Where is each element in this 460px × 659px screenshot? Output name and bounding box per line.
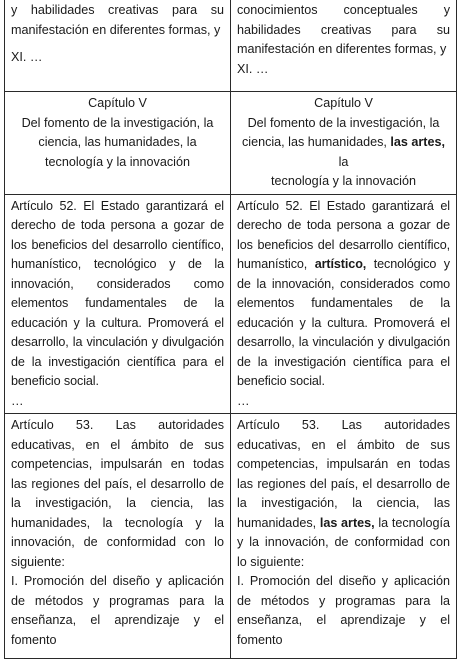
table-row (5, 0, 457, 92)
article-53-item-1: I. Promoción del diseño y aplicación de métodos y programas para la enseñanza, el aprendizaje y el fomento (11, 574, 224, 647)
article-53-item-1: I. Promoción del diseño y aplicación de métodos y programas para la enseñanza, el aprendizaje y el fomento (237, 574, 450, 647)
left-article-53 (5, 414, 231, 659)
right-cell-fragment (231, 0, 457, 92)
left-article-52 (5, 194, 231, 414)
right-article-53 (231, 414, 457, 659)
article-text: tecnológico y de la innovación, considerados como elementos fundamentales de la educación y la cultura. Promoverá el desarrollo, la vinculación y divulgación de la investigación científica para el beneficio social. (237, 257, 450, 388)
chapter-title-line-3: tecnología y la innovación (271, 174, 416, 188)
added-text: artístico, (314, 257, 367, 271)
article-53-text (237, 416, 450, 572)
table-row (5, 92, 457, 195)
chapter-title-line-1: Del fomento de la investigación, la (21, 115, 214, 130)
right-fragment-line-2: habilidades creativas para su (237, 22, 450, 37)
article-text: la tecnología y la innovación, de conformidad con lo siguiente: (237, 515, 450, 569)
chapter-title-line-2 (237, 133, 450, 172)
right-fragment-line-4: XI. … (237, 61, 269, 76)
added-text: las artes, (390, 135, 446, 149)
left-cell-fragment (5, 0, 231, 92)
chapter-title-line-3: tecnología y la innovación (45, 154, 190, 169)
article-52-text (237, 197, 450, 392)
added-text: las artes, (319, 515, 375, 530)
left-fragment-line-1: y habilidades creativas para su (11, 3, 224, 17)
chapter-title-line-2: ciencia, las humanidades, la (38, 135, 197, 149)
right-fragment-line-1: conocimientos conceptuales y (237, 3, 450, 17)
left-fragment-line-3: XI. … (11, 50, 43, 64)
ellipsis: … (237, 393, 250, 408)
right-chapter-cell (231, 92, 457, 195)
right-article-52 (231, 194, 457, 414)
table-row (5, 194, 457, 414)
article-53-text: Artículo 53. Las autoridades educativas, en el ámbito de sus competencias, impulsarán en todas las regiones del país, el desarrollo de la investigación, la ciencia, las humanidades, la tecnología y la innovación, de conformidad con lo siguiente: (11, 418, 224, 569)
article-52-text: Artículo 52. El Estado garantizará el derecho de toda persona a gozar de los beneficios del desarrollo científico, humanístico, tecnológico y de la innovación, considerados como elementos fundamentales de la educación y la cultura. Promoverá el desarrollo, la vinculación y divulgación de la investigación científica para el beneficio social. (11, 198, 224, 388)
left-chapter-cell (5, 92, 231, 195)
chapter-text: la (338, 154, 349, 169)
chapter-title-line-1: Del fomento de la investigación, la (247, 115, 440, 130)
chapter-heading: Capítulo V (88, 96, 147, 110)
article-text: Artículo 53. Las autoridades educativas, en el ámbito de sus competencias, impulsarán en todas las regiones del país, el desarrollo de la investigación, la ciencia, las humanidades, (237, 418, 450, 530)
table-row (5, 414, 457, 659)
article-text: Artículo 52. El Estado garantizará el derecho de toda persona a gozar de los beneficios del desarrollo científico, humanístico, (237, 198, 450, 271)
comparison-table (4, 0, 457, 659)
ellipsis: … (11, 393, 24, 408)
left-fragment-line-2: manifestación en diferentes formas, y (11, 22, 221, 37)
chapter-heading: Capítulo V (314, 96, 373, 110)
right-fragment-line-3: manifestación en diferentes formas, y (237, 42, 447, 56)
chapter-text: ciencia, las humanidades, (241, 135, 391, 149)
